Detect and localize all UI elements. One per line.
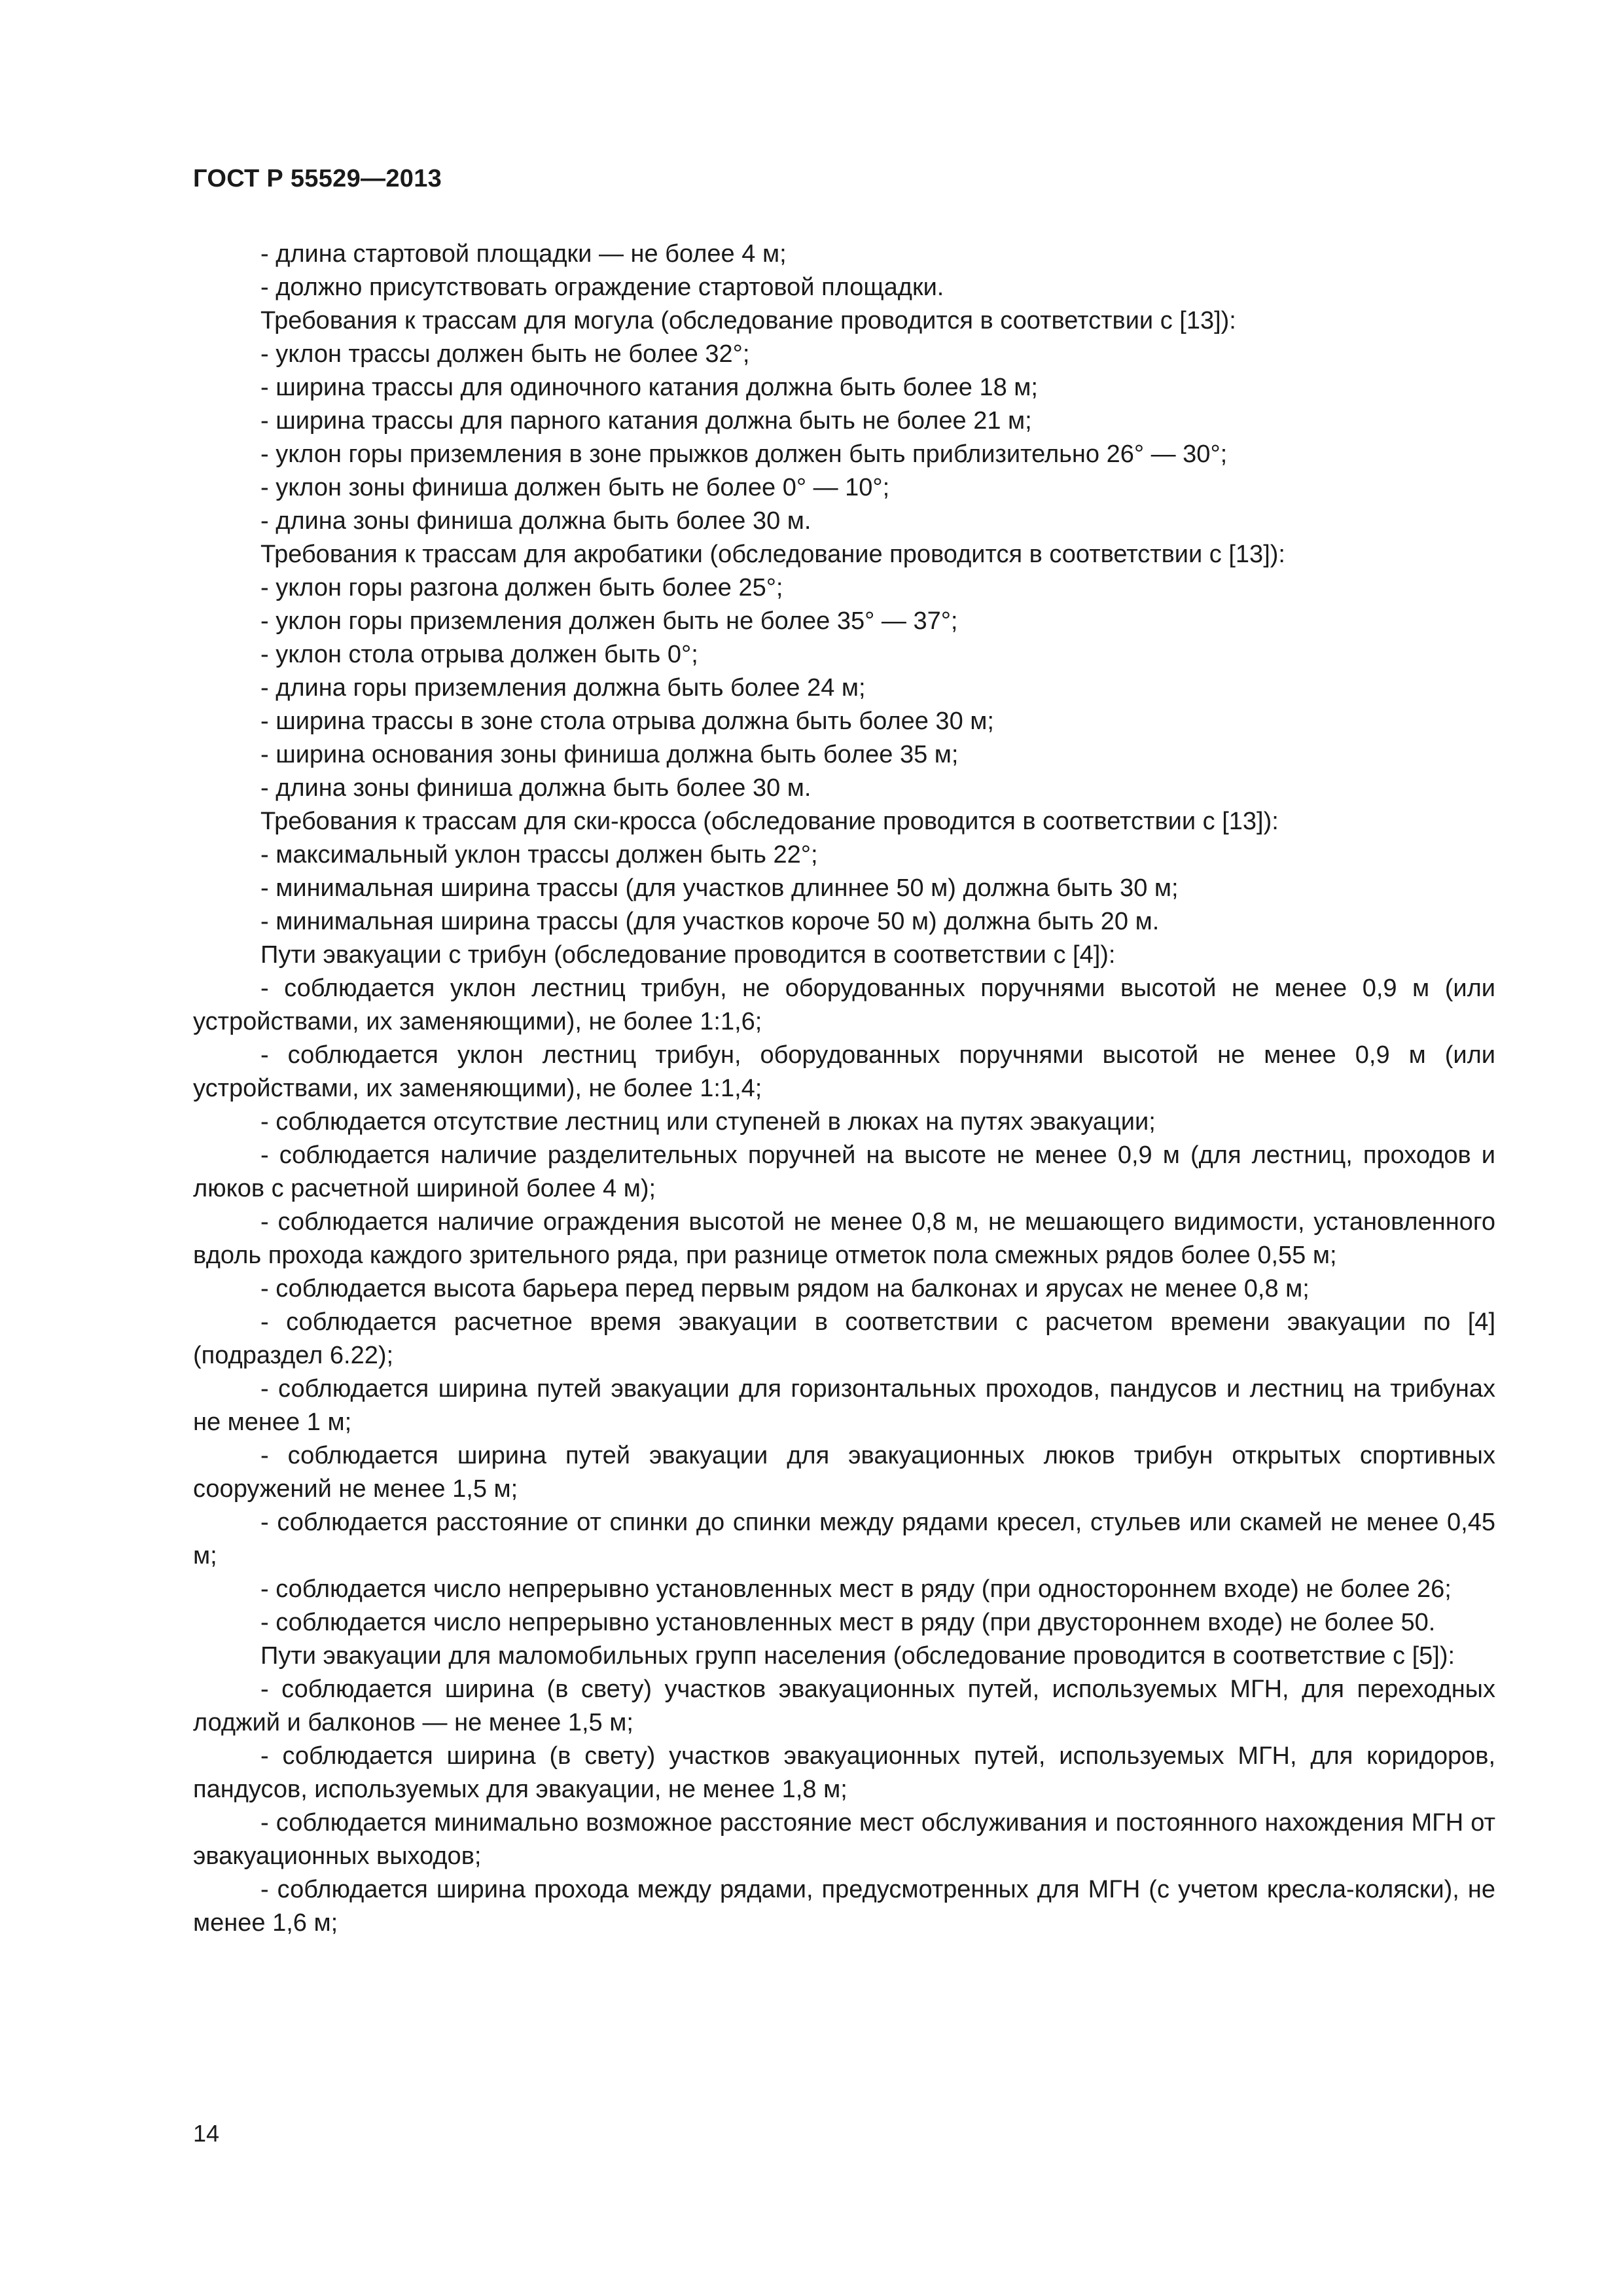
list-item: - соблюдается наличие ограждения высотой не менее 0,8 м, не мешающего видимости, установленного вдоль прохода каждого зрительного ряда, при разнице отметок пола смежных рядов более 0,55 м; — [193, 1208, 1495, 1269]
list-item: - длина зоны финиша должна быть более 30 м. — [260, 507, 812, 535]
list-item: - соблюдается число непрерывно установленных мест в ряду (при одностороннем входе) не более 26; — [260, 1575, 1452, 1603]
page-number: 14 — [193, 2120, 220, 2147]
list-item: - соблюдается расстояние от спинки до спинки между рядами кресел, стульев или скамей не менее 0,45 м; — [193, 1509, 1495, 1570]
list-item: - соблюдается ширина путей эвакуации для горизонтальных проходов, пандусов и лестниц на трибунах не менее 1 м; — [193, 1375, 1495, 1436]
list-item: - уклон зоны финиша должен быть не более 0° — 10°; — [260, 474, 890, 501]
list-item: - соблюдается ширина (в свету) участков эвакуационных путей, используемых МГН, для переходных лоджий и балконов — не менее 1,5 м; — [193, 1676, 1495, 1736]
list-item: - уклон горы разгона должен быть более 25°; — [260, 574, 783, 601]
section-lead-paragraph: Требования к трассам для акробатики (обследование проводится в соответствии с [13]): — [260, 541, 1285, 568]
list-item: - соблюдается наличие разделительных поручней на высоте не менее 0,9 м (для лестниц, проходов и люков с расчетной шириной более 4 м); — [193, 1141, 1495, 1202]
list-item: - соблюдается высота барьера перед первым рядом на балконах и ярусах не менее 0,8 м; — [260, 1275, 1310, 1302]
section-lead-paragraph: Требования к трассам для ски-кросса (обследование проводится в соответствии с [13]): — [260, 808, 1279, 835]
list-item: - соблюдается минимально возможное расстояние мест обслуживания и постоянного нахождения МГН от эвакуационных выходов; — [193, 1809, 1495, 1870]
list-item: - ширина трассы в зоне стола отрыва должна быть более 30 м; — [260, 708, 994, 735]
list-item: - соблюдается отсутствие лестниц или ступеней в люках на путях эвакуации; — [260, 1108, 1156, 1136]
list-item: - уклон трассы должен быть не более 32°; — [260, 340, 750, 368]
list-item: - длина горы приземления должна быть более 24 м; — [260, 674, 866, 702]
list-item: - длина зоны финиша должна быть более 30 м. — [260, 774, 812, 802]
list-item: - минимальная ширина трассы (для участков короче 50 м) должна быть 20 м. — [260, 908, 1160, 935]
list-item: - ширина трассы для одиночного катания должна быть более 18 м; — [260, 374, 1038, 401]
document-code-header: ГОСТ Р 55529—2013 — [193, 165, 442, 192]
list-item: - соблюдается уклон лестниц трибун, оборудованных поручнями высотой не менее 0,9 м (или устройствами, их заменяющими), не более 1:1,4; — [193, 1041, 1495, 1102]
section-lead-paragraph: Пути эвакуации с трибун (обследование проводится в соответствии с [4]): — [260, 941, 1116, 969]
list-item: - соблюдается число непрерывно установленных мест в ряду (при двустороннем входе) не более 50. — [260, 1609, 1436, 1636]
list-item: - должно присутствовать ограждение стартовой площадки. — [260, 274, 944, 301]
list-item: - уклон стола отрыва должен быть 0°; — [260, 641, 698, 668]
list-item: - соблюдается ширина путей эвакуации для эвакуационных люков трибун открытых спортивных сооружений не менее 1,5 м; — [193, 1442, 1495, 1503]
document-body — [193, 238, 1495, 1940]
list-item: - соблюдается ширина (в свету) участков эвакуационных путей, используемых МГН, для коридоров, пандусов, используемых для эвакуации, не менее 1,8 м; — [193, 1742, 1495, 1803]
list-item: - минимальная ширина трассы (для участков длиннее 50 м) должна быть 30 м; — [260, 874, 1179, 902]
list-item: - максимальный уклон трассы должен быть 22°; — [260, 841, 818, 869]
list-item: - уклон горы приземления в зоне прыжков должен быть приблизительно 26° — 30°; — [260, 440, 1228, 468]
section-lead-paragraph: Требования к трассам для могула (обследование проводится в соответствии с [13]): — [260, 307, 1236, 334]
list-item: - ширина основания зоны финиша должна быть более 35 м; — [260, 741, 959, 768]
list-item: - соблюдается расчетное время эвакуации в соответствии с расчетом времени эвакуации по [4] (подраздел 6.22); — [193, 1308, 1495, 1369]
list-item: - соблюдается уклон лестниц трибун, не оборудованных поручнями высотой не менее 0,9 м (или устройствами, их заменяющими), не более 1:1,6; — [193, 975, 1495, 1035]
list-item: - длина стартовой площадки — не более 4 м; — [260, 240, 787, 268]
section-lead-paragraph: Пути эвакуации для маломобильных групп населения (обследование проводится в соответствие с [5]): — [260, 1642, 1455, 1670]
list-item: - соблюдается ширина прохода между рядами, предусмотренных для МГН (с учетом кресла-коляски), не менее 1,6 м; — [193, 1876, 1495, 1937]
list-item: - ширина трассы для парного катания должна быть не более 21 м; — [260, 407, 1032, 435]
list-item: - уклон горы приземления должен быть не более 35° — 37°; — [260, 607, 958, 635]
